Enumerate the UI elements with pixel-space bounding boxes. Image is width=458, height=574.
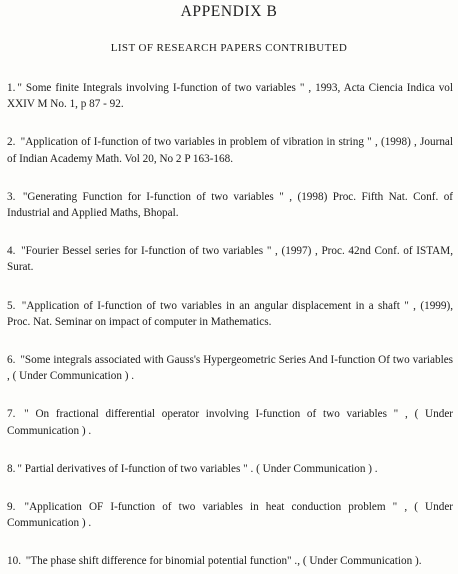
paper-item xyxy=(7,406,453,438)
paper-number: 5. xyxy=(7,299,16,312)
paper-number: 6. xyxy=(7,354,16,367)
paper-text: "Fourier Bessel series for I-function of two variables " , (1997) , Proc. 42nd Conf. of ISTAM, Surat. xyxy=(7,245,454,274)
paper-text: "The phase shift difference for binomial potential function" ., ( Under Communication ). xyxy=(25,555,422,568)
paper-text: "Application of I-function of two variables in an angular displacement in a shaft " , (1999), Proc. Nat. Seminar on impact of computer in Mathematics. xyxy=(7,299,453,328)
paper-number: 9. xyxy=(7,501,16,514)
paper-item xyxy=(7,499,453,531)
paper-text: "Application of I-function of two variables in problem of vibration in string " , (1998) , Journal of Indian Academy Math. Vol 20, No 2 P 163-168. xyxy=(7,136,453,165)
paper-number: 4. xyxy=(7,245,16,258)
paper-text: " Partial derivatives of I-function of two variables " . ( Under Communication ) . xyxy=(17,462,378,475)
paper-item xyxy=(7,298,453,330)
list-title: LIST OF RESEARCH PAPERS CONTRIBUTED xyxy=(110,42,348,54)
paper-item xyxy=(7,80,453,112)
paper-text: "Application OF I-function of two variables in heat conduction problem " , ( Under Communication ) . xyxy=(7,501,454,530)
research-paper-list xyxy=(7,80,453,570)
paper-item xyxy=(7,352,453,384)
appendix-title: APPENDIX B xyxy=(180,3,278,20)
paper-item xyxy=(7,189,453,221)
paper-item xyxy=(7,461,453,477)
paper-text: "Some integrals associated with Gauss's Hypergeometric Series And I-function Of two variables , ( Under Communication ) . xyxy=(7,354,454,383)
paper-text: " Some finite Integrals involving I-function of two variables " , 1993, Acta Ciencia Indica vol XXIV M No. 1, p 87 - 92. xyxy=(7,82,453,111)
paper-number: 1. xyxy=(7,82,16,94)
paper-number: 10. xyxy=(7,555,21,568)
paper-number: 8. xyxy=(7,462,16,475)
paper-item xyxy=(7,134,453,166)
paper-number: 7. xyxy=(7,408,16,421)
paper-number: 3. xyxy=(7,190,16,203)
paper-text: " On fractional differential operator involving I-function of two variables " , ( Under Communication ) . xyxy=(7,408,454,437)
paper-item xyxy=(7,553,453,569)
paper-number: 2. xyxy=(7,136,16,149)
paper-text: "Generating Function for I-function of two variables " , (1998) Proc. Fifth Nat. Conf. of Industrial and Applied Maths, Bhopal. xyxy=(7,190,454,220)
paper-item xyxy=(7,243,453,275)
